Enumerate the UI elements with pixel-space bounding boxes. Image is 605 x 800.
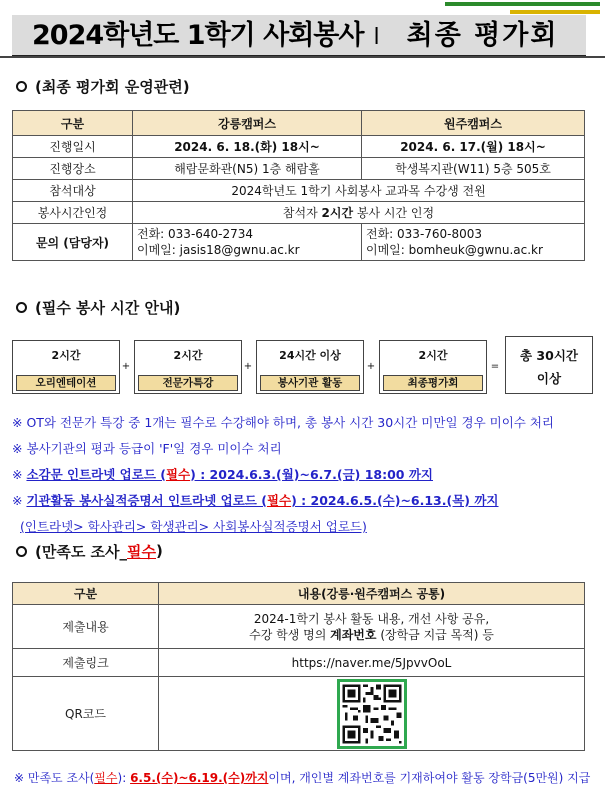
hours-value-bold: 2시간 [321,206,354,220]
row-label: 제출링크 [13,649,159,677]
section-heading-operation [16,76,190,96]
operation-table [12,110,585,261]
flow-box-final [379,340,487,394]
table-row [13,136,585,158]
required-tag: 필수 [127,542,157,561]
page-title [32,16,558,56]
flow-hours: 2시간 [173,349,203,362]
gangneung-email[interactable]: 이메일: jasis18@gwnu.ac.kr [137,243,300,257]
note-essay-upload [12,465,433,483]
submit-content [159,605,585,649]
hours-value-post: 봉사 시간 인정 [353,206,435,220]
row-label: 봉사시간인정 [13,202,133,224]
equals-sign: = [490,361,500,372]
row-label: 문의 (담당자) [13,224,133,261]
table-header-row [13,111,585,136]
submit-line [163,627,580,643]
wonju-email[interactable]: 이메일: bomheuk@gwnu.ac.kr [366,243,543,257]
gangneung-phone: 전화: 033-640-2734 [137,227,254,241]
note-f-grade: ※ 봉사기관의 평과 등급이 'F'일 경우 미이수 처리 [12,441,282,456]
hours-value [133,202,585,224]
survey-deadline-note [14,769,590,786]
section-heading-text: (필수 봉사 시간 안내) [35,298,181,317]
page-title-main: 2024학년도 1학기 사회봉사 [32,20,364,51]
table-row [13,202,585,224]
note-text: 소감문 인트라넷 업로드 ( [26,467,166,482]
wonju-phone: 전화: 033-760-8003 [366,227,483,241]
wonju-date: 2024. 6. 17.(월) 18시~ [362,136,585,158]
section-heading-hours [16,297,180,317]
section-heading-text: (만족도 조사_ [35,542,128,561]
flow-label: 전문가특강 [138,375,238,391]
column-header: 내용(강릉·원주캠퍼스 공통) [159,583,585,605]
note-text: 기관활동 봉사실적증명서 인트라넷 업로드 ( [26,493,267,508]
intranet-path-link[interactable]: (인트라넷> 학사관리> 학생관리> 사회봉사실적증명서 업로드) [20,519,367,534]
table-row [13,180,585,202]
flow-box-orientation [12,340,120,394]
header-accent-yellow [510,10,600,14]
qr-code-icon[interactable] [337,679,407,749]
qr-cell [159,677,585,751]
section-heading-close: ) [156,542,163,560]
column-header: 원주캠퍼스 [362,111,585,136]
note-ot-required: ※ OT와 전문가 특강 중 1개는 필수로 수강해야 하며, 총 봉사 시간 30시간 미만일 경우 미이수 처리 [12,415,554,430]
note-period: ) : 2024.6.3.(월)~6.7.(금) 18:00 까지 [190,467,433,482]
table-row [13,224,585,261]
page-title-separator: l [373,25,379,50]
note-mark: ※ [12,467,27,482]
gangneung-place: 해람문화관(N5) 1층 해람홀 [133,158,362,180]
note-mark: ※ [12,493,27,508]
flow-label: 최종평가회 [383,375,483,391]
note-certificate-upload [12,491,499,509]
flow-hours: 2시간 [418,349,448,362]
plus-sign: + [121,361,131,372]
submit-line: 2024-1학기 봉사 활동 내용, 개선 사항 공유, [253,611,490,626]
circle-bullet-icon [16,546,27,557]
gangneung-date: 2024. 6. 18.(화) 18시~ [133,136,362,158]
submit-line-pre: 수강 학생 명의 [249,627,331,642]
table-row [13,158,585,180]
page-title-sub: 최종 평가회 [406,20,559,51]
total-suffix: 이상 [536,371,562,386]
flow-hours: 24시간 이상 [279,349,341,362]
total-hours: 총 30시간 [520,348,578,363]
column-header: 구분 [13,583,159,605]
column-header: 구분 [13,111,133,136]
table-row [13,649,585,677]
table-row [13,677,585,751]
survey-period: 6.5.(수)~6.19.(수)까지 [130,771,269,785]
flow-box-lecture [134,340,242,394]
title-underline [0,56,605,58]
note-mark: ※ 만족도 조사( [14,771,95,785]
flow-total-box [505,336,593,394]
section-heading-text: (최종 평가회 운영관련) [35,77,190,96]
table-row [13,605,585,649]
qr-code-graphic [340,682,404,746]
survey-table [12,582,585,751]
submit-line-post: (장학금 지급 목적) 등 [376,627,494,642]
hours-value-pre: 참석자 [282,206,322,220]
row-label: 진행장소 [13,158,133,180]
flow-hours: 2시간 [51,349,81,362]
survey-link[interactable]: https://naver.me/5JpvvOoL [159,649,585,677]
wonju-place: 학생복지관(W11) 5층 505호 [362,158,585,180]
table-header-row [13,583,585,605]
row-label: 제출내용 [13,605,159,649]
note-tail: 이며, 개인별 계좌번호를 기재하여야 활동 장학금(5만원) 지급 [268,771,591,785]
required-tag: 필수 [94,771,118,785]
note-colon: ): [117,771,131,785]
header-accent-green [445,2,600,6]
row-label: QR코드 [13,677,159,751]
row-label: 참석대상 [13,180,133,202]
circle-bullet-icon [16,302,27,313]
plus-sign: + [366,361,376,372]
submit-line-bold: 계좌번호 [330,627,377,642]
section-heading-survey [16,541,163,561]
flow-label: 오리엔테이션 [16,375,116,391]
note-period: ) : 2024.6.5.(수)~6.13.(목) 까지 [291,493,499,508]
gangneung-contact [133,224,362,261]
column-header: 강릉캠퍼스 [133,111,362,136]
circle-bullet-icon [16,81,27,92]
required-tag: 필수 [266,493,292,508]
target-value: 2024학년도 1학기 사회봉사 교과목 수강생 전원 [133,180,585,202]
row-label: 진행일시 [13,136,133,158]
plus-sign: + [243,361,253,372]
flow-label: 봉사기관 활동 [260,375,360,391]
flow-box-agency [256,340,364,394]
required-tag: 필수 [165,467,191,482]
wonju-contact [362,224,585,261]
